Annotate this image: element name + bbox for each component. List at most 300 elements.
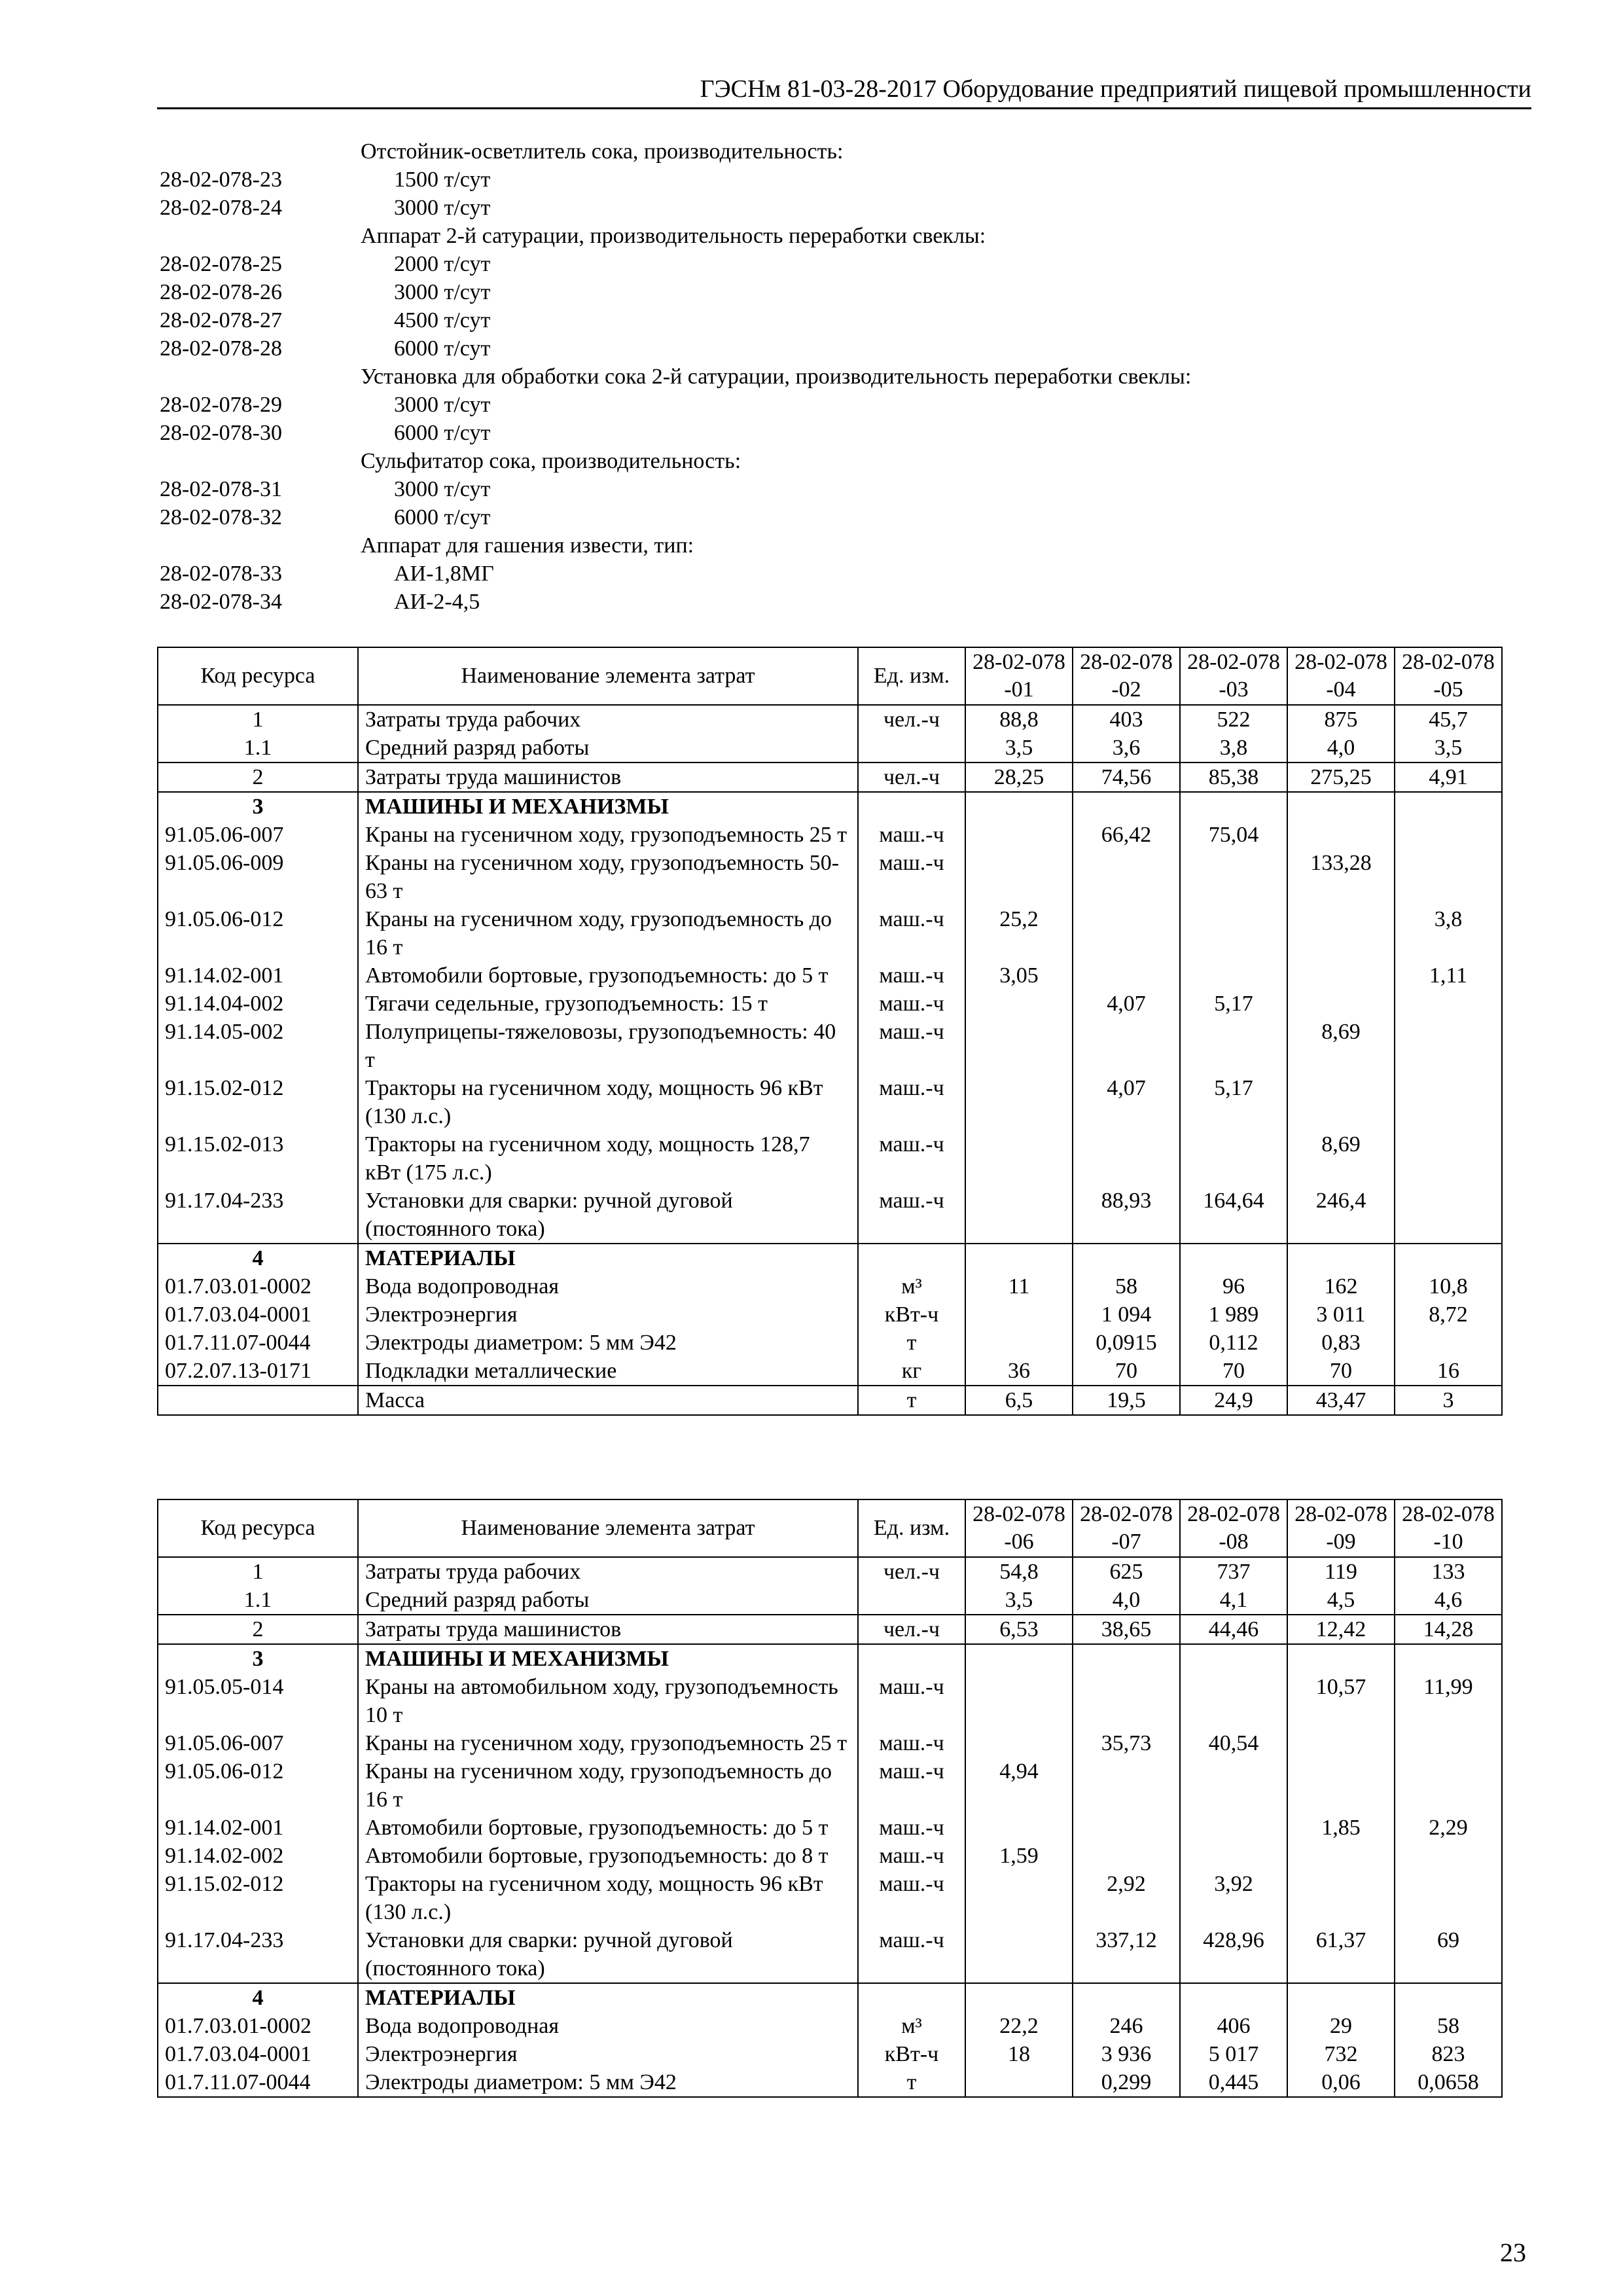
cell-value: 875: [1287, 705, 1395, 734]
table-row: [158, 1870, 1502, 1926]
cell-value: 4,1: [1180, 1586, 1287, 1615]
cell-value: [1073, 1244, 1180, 1272]
cell-code: 2: [158, 762, 358, 792]
header-column-code: 28-02-078-02: [1073, 647, 1180, 705]
cell-value: [1180, 1130, 1287, 1187]
resource-table-2: [157, 1499, 1503, 2098]
cell-value: 35,73: [1073, 1729, 1180, 1757]
cell-value: [965, 1983, 1073, 2012]
cell-value: 44,46: [1180, 1615, 1287, 1644]
code: 28-02-078-29: [160, 393, 282, 417]
cell-value: [1180, 1842, 1287, 1870]
table-row: [158, 792, 1502, 821]
cell-unit: маш.-ч: [858, 1673, 965, 1729]
header-name: Наименование элемента затрат: [358, 1499, 858, 1557]
header-column-code: 28-02-078-09: [1287, 1499, 1395, 1557]
cell-name: Электроды диаметром: 5 мм Э42: [358, 1329, 858, 1357]
cell-value: [1395, 1729, 1502, 1757]
cell-unit: чел.-ч: [858, 1557, 965, 1586]
code-item: [160, 306, 1534, 334]
table-row: [158, 905, 1502, 961]
cell-code: 91.05.06-012: [158, 905, 358, 961]
cell-value: 85,38: [1180, 762, 1287, 792]
cell-value: 88,8: [965, 705, 1073, 734]
cell-value: [965, 1130, 1073, 1187]
table-row: [158, 734, 1502, 762]
header-column-code: 28-02-078-07: [1073, 1499, 1180, 1557]
cell-unit: маш.-ч: [858, 961, 965, 990]
cell-value: [1395, 1842, 1502, 1870]
cell-name: Тягачи седельные, грузоподъемность: 15 т: [358, 990, 858, 1018]
code: 28-02-078-34: [160, 590, 282, 614]
cell-value: 3 936: [1073, 2040, 1180, 2068]
cell-value: 823: [1395, 2040, 1502, 2068]
cell-unit: [858, 1244, 965, 1272]
cell-value: [1180, 1018, 1287, 1074]
cell-value: [1395, 1074, 1502, 1130]
cell-value: [1073, 1983, 1180, 2012]
cell-code: 91.05.05-014: [158, 1673, 358, 1729]
code-item: [160, 166, 1534, 194]
code-item: [160, 194, 1534, 222]
cell-value: 3: [1395, 1386, 1502, 1415]
cell-unit: маш.-ч: [858, 990, 965, 1018]
cell-code: 91.17.04-233: [158, 1187, 358, 1244]
cell-value: 70: [1180, 1357, 1287, 1386]
cell-name: Краны на гусеничном ходу, грузоподъемность до 16 т: [358, 905, 858, 961]
table-row: [158, 1187, 1502, 1244]
cell-value: 1,11: [1395, 961, 1502, 990]
cell-value: 70: [1073, 1357, 1180, 1386]
cell-value: 403: [1073, 705, 1180, 734]
code-group-title: [160, 531, 1534, 560]
table-row: [158, 1983, 1502, 2012]
table-header-row: [158, 647, 1502, 705]
cell-value: [1287, 905, 1395, 961]
cell-value: [1395, 792, 1502, 821]
cell-code: 01.7.03.01-0002: [158, 2012, 358, 2040]
cell-unit: маш.-ч: [858, 1187, 965, 1244]
cell-name: Затраты труда машинистов: [358, 762, 858, 792]
cell-value: [1395, 1244, 1502, 1272]
cell-value: 54,8: [965, 1557, 1073, 1586]
cell-value: [1073, 1130, 1180, 1187]
cell-value: [965, 1187, 1073, 1244]
cell-value: 70: [1287, 1357, 1395, 1386]
header-code: Код ресурса: [158, 1499, 358, 1557]
cell-value: [965, 849, 1073, 905]
cell-value: 1,59: [965, 1842, 1073, 1870]
cell-unit: м³: [858, 1272, 965, 1300]
cell-value: [965, 821, 1073, 849]
table-row: [158, 1757, 1502, 1814]
cell-value: 275,25: [1287, 762, 1395, 792]
cell-value: [1180, 1983, 1287, 2012]
cell-value: 4,07: [1073, 1074, 1180, 1130]
code-value: 4500 т/сут: [394, 308, 491, 332]
cell-name: МАШИНЫ И МЕХАНИЗМЫ: [358, 1644, 858, 1673]
cell-name: Краны на автомобильном ходу, грузоподъемность 10 т: [358, 1673, 858, 1729]
page-header: ГЭСНм 81-03-28-2017 Оборудование предприятий пищевой промышленности: [157, 73, 1531, 109]
code-item: [160, 503, 1534, 531]
cell-value: 75,04: [1180, 821, 1287, 849]
cell-value: 1 094: [1073, 1300, 1180, 1329]
cell-value: 45,7: [1395, 705, 1502, 734]
table-row: [158, 1074, 1502, 1130]
header-unit: Ед. изм.: [858, 1499, 965, 1557]
cell-unit: м³: [858, 2012, 965, 2040]
cell-value: 3,8: [1180, 734, 1287, 762]
cell-name: Краны на гусеничном ходу, грузоподъемность 25 т: [358, 1729, 858, 1757]
cell-value: [1073, 961, 1180, 990]
cell-value: [1287, 1244, 1395, 1272]
cell-value: 88,93: [1073, 1187, 1180, 1244]
header-column-code: 28-02-078-06: [965, 1499, 1073, 1557]
code: 28-02-078-27: [160, 308, 282, 332]
group-title: Установка для обработки сока 2-й сатурации, производительность переработки свеклы:: [361, 365, 1192, 389]
cell-value: [1287, 792, 1395, 821]
cell-value: 40,54: [1180, 1729, 1287, 1757]
resource-table-1: [157, 647, 1503, 1416]
cell-code: 01.7.03.01-0002: [158, 1272, 358, 1300]
code-value: АИ-2-4,5: [394, 590, 480, 614]
cell-value: [1395, 1187, 1502, 1244]
header-column-code: 28-02-078-03: [1180, 647, 1287, 705]
cell-value: [1287, 1870, 1395, 1926]
cell-code: 01.7.03.04-0001: [158, 2040, 358, 2068]
cell-name: Полуприцепы-тяжеловозы, грузоподъемность: 40 т: [358, 1018, 858, 1074]
cell-value: [1287, 1842, 1395, 1870]
cell-value: 337,12: [1073, 1926, 1180, 1983]
cell-value: [1395, 1757, 1502, 1814]
cell-value: [1073, 1814, 1180, 1842]
code-item: [160, 278, 1534, 306]
code-item: [160, 334, 1534, 363]
cell-code: 1: [158, 1557, 358, 1586]
header-unit: Ед. изм.: [858, 647, 965, 705]
cell-name: МАТЕРИАЛЫ: [358, 1983, 858, 2012]
cell-value: 96: [1180, 1272, 1287, 1300]
cell-unit: маш.-ч: [858, 821, 965, 849]
cell-value: 6,53: [965, 1615, 1073, 1644]
header-column-code: 28-02-078-01: [965, 647, 1073, 705]
table-row: [158, 1300, 1502, 1329]
cell-code: 01.7.11.07-0044: [158, 2068, 358, 2097]
cell-value: 58: [1073, 1272, 1180, 1300]
table-row: [158, 1244, 1502, 1272]
cell-value: 4,0: [1287, 734, 1395, 762]
cell-value: 0,06: [1287, 2068, 1395, 2097]
cell-value: 4,6: [1395, 1586, 1502, 1615]
cell-code: 07.2.07.13-0171: [158, 1357, 358, 1386]
cell-value: [1395, 990, 1502, 1018]
table-row: [158, 821, 1502, 849]
cell-value: 625: [1073, 1557, 1180, 1586]
cell-value: [1395, 1870, 1502, 1926]
cell-value: [1395, 1644, 1502, 1673]
cell-code: 3: [158, 1644, 358, 1673]
cell-value: 133,28: [1287, 849, 1395, 905]
cell-value: 5,17: [1180, 1074, 1287, 1130]
code-value: 2000 т/сут: [394, 252, 491, 276]
cell-value: 58: [1395, 2012, 1502, 2040]
cell-name: Автомобили бортовые, грузоподъемность: до 5 т: [358, 1814, 858, 1842]
code: 28-02-078-24: [160, 196, 282, 220]
code-group-title: [160, 137, 1534, 166]
cell-value: 74,56: [1073, 762, 1180, 792]
cell-code: 1: [158, 705, 358, 734]
cell-name: Вода водопроводная: [358, 2012, 858, 2040]
cell-value: [1395, 1329, 1502, 1357]
cell-code: 3: [158, 792, 358, 821]
cell-name: Краны на гусеничном ходу, грузоподъемность 50-63 т: [358, 849, 858, 905]
cell-code: 91.05.06-012: [158, 1757, 358, 1814]
cell-name: Электроэнергия: [358, 2040, 858, 2068]
cell-code: 4: [158, 1983, 358, 2012]
cell-name: Тракторы на гусеничном ходу, мощность 128,7 кВт (175 л.с.): [358, 1130, 858, 1187]
code-value: 3000 т/сут: [394, 393, 491, 417]
table-row: [158, 1729, 1502, 1757]
cell-value: 0,112: [1180, 1329, 1287, 1357]
group-title: Сульфитатор сока, производительность:: [361, 449, 741, 473]
cell-value: [1287, 821, 1395, 849]
cell-value: [965, 1814, 1073, 1842]
cell-value: [1395, 821, 1502, 849]
cell-code: 01.7.03.04-0001: [158, 1300, 358, 1329]
cell-value: 8,72: [1395, 1300, 1502, 1329]
cell-value: 1,85: [1287, 1814, 1395, 1842]
cell-value: 3,6: [1073, 734, 1180, 762]
cell-code: 4: [158, 1244, 358, 1272]
cell-value: 5,17: [1180, 990, 1287, 1018]
cell-value: 24,9: [1180, 1386, 1287, 1415]
cell-value: [1180, 1814, 1287, 1842]
code-value: 6000 т/сут: [394, 505, 491, 529]
cell-value: 0,299: [1073, 2068, 1180, 2097]
cell-value: 406: [1180, 2012, 1287, 2040]
cell-unit: кВт-ч: [858, 2040, 965, 2068]
cell-unit: [858, 734, 965, 762]
cell-value: [1180, 1673, 1287, 1729]
group-title: Отстойник-осветлитель сока, производительность:: [361, 139, 844, 164]
table-row: [158, 1386, 1502, 1415]
cell-value: [965, 2068, 1073, 2097]
cell-value: 732: [1287, 2040, 1395, 2068]
cell-unit: маш.-ч: [858, 1729, 965, 1757]
cell-value: [1180, 905, 1287, 961]
cell-value: [1073, 792, 1180, 821]
code-value: АИ-1,8МГ: [394, 562, 494, 586]
cell-unit: маш.-ч: [858, 1018, 965, 1074]
cell-value: 0,83: [1287, 1329, 1395, 1357]
cell-name: Краны на гусеничном ходу, грузоподъемность 25 т: [358, 821, 858, 849]
table-row: [158, 849, 1502, 905]
cell-value: [1180, 849, 1287, 905]
code-group-title: [160, 447, 1534, 475]
cell-code: 91.14.02-001: [158, 1814, 358, 1842]
code: 28-02-078-28: [160, 336, 282, 361]
cell-value: [1287, 1757, 1395, 1814]
cell-code: 91.14.05-002: [158, 1018, 358, 1074]
code-item: [160, 588, 1534, 616]
cell-name: Средний разряд работы: [358, 734, 858, 762]
cell-name: Затраты труда рабочих: [358, 705, 858, 734]
cell-unit: маш.-ч: [858, 1870, 965, 1926]
cell-unit: чел.-ч: [858, 762, 965, 792]
cell-value: 4,5: [1287, 1586, 1395, 1615]
cell-value: 28,25: [965, 762, 1073, 792]
cell-value: 4,07: [1073, 990, 1180, 1018]
cell-code: 91.14.04-002: [158, 990, 358, 1018]
header-name: Наименование элемента затрат: [358, 647, 858, 705]
cell-value: 8,69: [1287, 1130, 1395, 1187]
cell-name: Электроды диаметром: 5 мм Э42: [358, 2068, 858, 2097]
cell-value: [1287, 961, 1395, 990]
code-list: [160, 137, 1534, 616]
cell-name: МАШИНЫ И МЕХАНИЗМЫ: [358, 792, 858, 821]
cell-value: 25,2: [965, 905, 1073, 961]
cell-value: [965, 990, 1073, 1018]
cell-unit: чел.-ч: [858, 1615, 965, 1644]
code-group-title: [160, 363, 1534, 391]
cell-code: 91.05.06-009: [158, 849, 358, 905]
cell-value: 38,65: [1073, 1615, 1180, 1644]
cell-value: [1287, 1729, 1395, 1757]
cell-value: [1287, 1074, 1395, 1130]
cell-value: [1073, 1757, 1180, 1814]
table-row: [158, 1272, 1502, 1300]
header-code: Код ресурса: [158, 647, 358, 705]
cell-value: 3,05: [965, 961, 1073, 990]
cell-value: [965, 792, 1073, 821]
cell-value: 61,37: [1287, 1926, 1395, 1983]
cell-value: 737: [1180, 1557, 1287, 1586]
cell-value: 10,57: [1287, 1673, 1395, 1729]
cell-value: 14,28: [1395, 1615, 1502, 1644]
cell-name: Масса: [358, 1386, 858, 1415]
code: 28-02-078-26: [160, 280, 282, 304]
table-row: [158, 990, 1502, 1018]
cell-unit: маш.-ч: [858, 1130, 965, 1187]
cell-value: [1073, 905, 1180, 961]
cell-unit: маш.-ч: [858, 1814, 965, 1842]
cell-unit: кг: [858, 1357, 965, 1386]
code-item: [160, 419, 1534, 447]
cell-value: [1180, 792, 1287, 821]
code: 28-02-078-23: [160, 168, 282, 192]
table-row: [158, 1842, 1502, 1870]
cell-name: Краны на гусеничном ходу, грузоподъемность до 16 т: [358, 1757, 858, 1814]
cell-unit: чел.-ч: [858, 705, 965, 734]
cell-code: 91.15.02-012: [158, 1870, 358, 1926]
cell-value: 69: [1395, 1926, 1502, 1983]
cell-value: [1073, 1018, 1180, 1074]
group-title: Аппарат для гашения извести, тип:: [361, 533, 694, 558]
cell-name: Электроэнергия: [358, 1300, 858, 1329]
cell-unit: маш.-ч: [858, 849, 965, 905]
cell-value: 428,96: [1180, 1926, 1287, 1983]
table-row: [158, 961, 1502, 990]
group-title: Аппарат 2-й сатурации, производительность переработки свеклы:: [361, 224, 986, 248]
cell-unit: маш.-ч: [858, 1074, 965, 1130]
table-row: [158, 762, 1502, 792]
code-value: 6000 т/сут: [394, 336, 491, 361]
cell-value: [1180, 1644, 1287, 1673]
cell-value: [965, 1074, 1073, 1130]
cell-value: 3 011: [1287, 1300, 1395, 1329]
cell-value: [965, 1926, 1073, 1983]
cell-unit: т: [858, 1386, 965, 1415]
code: 28-02-078-31: [160, 477, 282, 501]
cell-value: 3,8: [1395, 905, 1502, 961]
cell-unit: маш.-ч: [858, 905, 965, 961]
cell-value: [1287, 1983, 1395, 2012]
cell-name: МАТЕРИАЛЫ: [358, 1244, 858, 1272]
cell-value: [1395, 1983, 1502, 2012]
cell-name: Тракторы на гусеничном ходу, мощность 96 кВт (130 л.с.): [358, 1870, 858, 1926]
table-row: [158, 705, 1502, 734]
code-item: [160, 250, 1534, 278]
cell-value: 43,47: [1287, 1386, 1395, 1415]
cell-value: 164,64: [1180, 1187, 1287, 1244]
table-row: [158, 1586, 1502, 1615]
cell-value: 0,0658: [1395, 2068, 1502, 2097]
cell-unit: [858, 1586, 965, 1615]
cell-value: [1395, 1130, 1502, 1187]
page-number: 23: [1500, 2238, 1526, 2267]
cell-value: 3,5: [965, 1586, 1073, 1615]
cell-value: 18: [965, 2040, 1073, 2068]
cell-value: [965, 1673, 1073, 1729]
cell-value: 22,2: [965, 2012, 1073, 2040]
cell-value: [965, 1644, 1073, 1673]
cell-name: Установки для сварки: ручной дуговой (постоянного тока): [358, 1187, 858, 1244]
cell-name: Автомобили бортовые, грузоподъемность: до 5 т: [358, 961, 858, 990]
cell-value: [1287, 990, 1395, 1018]
cell-value: [1287, 1644, 1395, 1673]
table-row: [158, 1357, 1502, 1386]
cell-value: [1395, 849, 1502, 905]
table-row: [158, 2040, 1502, 2068]
cell-value: 3,92: [1180, 1870, 1287, 1926]
header-column-code: 28-02-078-10: [1395, 1499, 1502, 1557]
cell-name: Автомобили бортовые, грузоподъемность: до 8 т: [358, 1842, 858, 1870]
cell-value: [965, 1300, 1073, 1329]
cell-value: [1395, 1018, 1502, 1074]
header-column-code: 28-02-078-04: [1287, 647, 1395, 705]
header-column-code: 28-02-078-08: [1180, 1499, 1287, 1557]
cell-value: [965, 1018, 1073, 1074]
cell-value: 133: [1395, 1557, 1502, 1586]
cell-value: [965, 1329, 1073, 1357]
code-item: [160, 475, 1534, 503]
table-row: [158, 1557, 1502, 1586]
cell-value: [1073, 1644, 1180, 1673]
cell-unit: [858, 1983, 965, 2012]
cell-name: Установки для сварки: ручной дуговой (постоянного тока): [358, 1926, 858, 1983]
table-row: [158, 2068, 1502, 2097]
cell-name: Средний разряд работы: [358, 1586, 858, 1615]
cell-name: Тракторы на гусеничном ходу, мощность 96 кВт (130 л.с.): [358, 1074, 858, 1130]
code-value: 3000 т/сут: [394, 280, 491, 304]
code-group-title: [160, 222, 1534, 250]
cell-value: 36: [965, 1357, 1073, 1386]
cell-unit: т: [858, 1329, 965, 1357]
table-row: [158, 1673, 1502, 1729]
cell-value: [965, 1729, 1073, 1757]
cell-value: [1180, 1244, 1287, 1272]
cell-value: 66,42: [1073, 821, 1180, 849]
